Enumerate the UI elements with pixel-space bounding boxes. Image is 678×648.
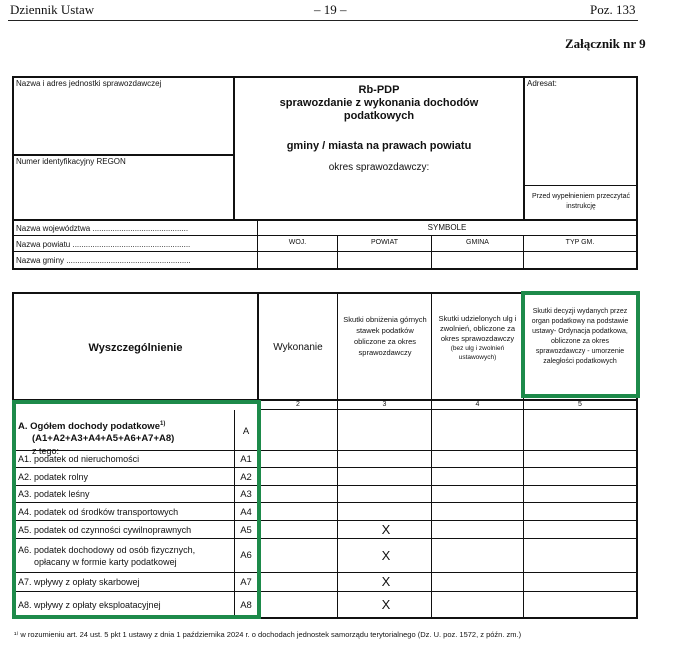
symbol-voivodeship: WOJ. [288, 239, 307, 246]
unit-name-label: Nazwa i adres jednostki sprawozdawczej [16, 79, 162, 88]
row-code: A4 [240, 507, 252, 518]
not-applicable-mark: X [381, 548, 391, 563]
row-label: A4. podatek od środków transportowych [18, 507, 179, 517]
row-label: A2. podatek rolny [18, 472, 89, 482]
divider [524, 185, 638, 186]
regon-label: Numer identyfikacyjny REGON [16, 157, 126, 166]
journal-name: Dziennik Ustaw [10, 2, 95, 17]
commune-label: Nazwa gminy ........................................................ [16, 256, 191, 265]
col-specification-header: Wyszczególnienie [88, 342, 183, 354]
row-label: A3. podatek leśny [18, 489, 90, 499]
not-applicable-mark: X [381, 597, 391, 612]
divider [14, 154, 234, 156]
symbol-commune-type: TYP GM. [565, 239, 595, 246]
row-code: A [242, 426, 250, 437]
divider [257, 409, 636, 410]
voivodeship-label: Nazwa województwa ........................................... [16, 224, 189, 233]
highlight-column-box [521, 291, 640, 398]
report-title-line2: podatkowych [343, 110, 415, 122]
col-number-3: 3 [382, 401, 387, 408]
col-number-5: 5 [578, 401, 582, 408]
col-execution-header: Wykonanie [273, 342, 323, 353]
row-label: A6. podatek dochodowy od osób fizycznych, [18, 545, 196, 555]
report-subtitle: gminy / miasta na prawach powiatu [286, 140, 472, 152]
report-header-form [12, 76, 638, 270]
divider [14, 251, 636, 252]
annex-title: Załącznik nr 9 [565, 36, 646, 51]
row-label-cont: opłacany w formie karty podatkowej [34, 557, 177, 567]
symbol-commune: GMINA [466, 239, 489, 246]
symbols-label: SYMBOLE [427, 223, 467, 232]
instructions-note: Przed wypełnieniem przeczytać instrukcję [531, 193, 631, 210]
row-code: A2 [240, 472, 252, 483]
divider [523, 78, 525, 220]
row-code: A6 [240, 550, 252, 561]
row-label: A5. podatek od czynności cywilnoprawnych [18, 525, 192, 535]
report-title-line1: sprawozdanie z wykonania dochodów [279, 97, 479, 109]
report-code: Rb-PDP [358, 84, 400, 96]
col-number-2: 2 [296, 401, 300, 408]
total-breakdown: z tego: [32, 446, 60, 457]
col-reliefs-header: Skutki udzielonych ulg i zwolnień, obliczone za okres sprawozdawczy [438, 314, 517, 343]
total-label: A. Ogółem dochody podatkowe [18, 421, 160, 433]
county-label: Nazwa powiatu ..................................................... [16, 240, 191, 249]
row-code: A1 [240, 454, 252, 465]
row-label: A1. podatek od nieruchomości [18, 454, 140, 464]
divider [431, 294, 432, 617]
addressee-label: Adresat: [527, 79, 557, 88]
total-formula: (A1+A2+A3+A4+A5+A6+A7+A8) [32, 433, 175, 445]
col-tax-decisions-header: Skutki decyzji wydanych przez organ podatkowy na podstawie ustawy- Ordynacja podatkowa, obliczone za okres sprawozdawczy - umorzenie zaległości podatkowych [531, 308, 629, 365]
not-applicable-mark: X [381, 574, 391, 589]
footnote: ¹⁾ w rozumieniu art. 24 ust. 5 pkt 1 ustawy z dnia 1 października 2024 r. o dochodach jednostek samorządu terytorialnego (Dz. U. poz. 1572, z późn. zm.) [14, 630, 522, 639]
row-code: A8 [240, 600, 252, 611]
col-rate-reduction-header: Skutki obniżenia górnych stawek podatków obliczone za okres sprawozdawczy [343, 315, 427, 357]
row-label: A8. wpływy z opłaty eksploatacyjnej [18, 600, 161, 610]
not-applicable-mark: X [381, 522, 391, 537]
divider [14, 219, 636, 221]
page-number: – 19 – [314, 2, 347, 17]
col-reliefs-note: (bez ulg i zwolnień ustawowych) [450, 345, 505, 361]
row-code: A5 [240, 525, 252, 536]
col-number-4: 4 [475, 401, 480, 408]
row-code: A7 [240, 577, 252, 588]
highlight-rows-box [12, 400, 261, 619]
header-rule [8, 20, 638, 21]
symbol-county: POWIAT [370, 239, 399, 246]
row-label: A7. wpływy z opłaty skarbowej [18, 577, 140, 587]
divider [257, 235, 636, 236]
position-number: Poz. 133 [590, 2, 636, 17]
total-footnote-ref: 1) [159, 421, 166, 427]
divider [337, 294, 338, 617]
row-code: A3 [240, 489, 252, 500]
reporting-period: okres sprawozdawczy: [328, 162, 430, 173]
